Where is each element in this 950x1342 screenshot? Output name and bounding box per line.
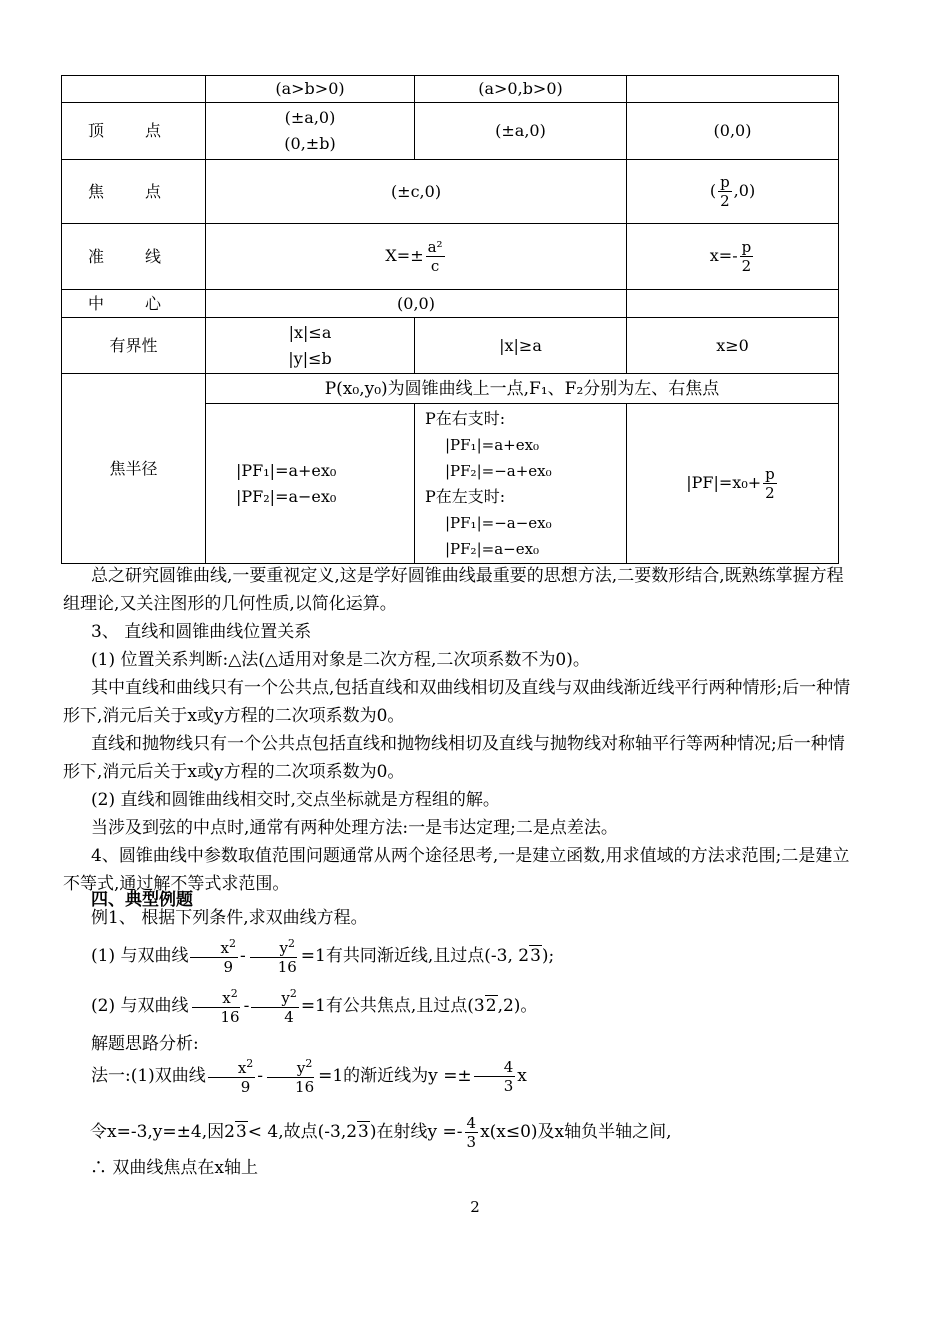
table-row: 中 心 (0,0)	[62, 290, 839, 318]
table-row: 焦 点 (±c,0) ( $\frac{p}{2}$ ,0)	[62, 160, 839, 224]
question-2: (2) 与双曲线 $\frac{x^2}{16}$ - $\frac{y^2}{4}$ =1有公共焦点,且过点(32,2)。	[91, 987, 538, 1026]
row-label: 焦半径	[62, 374, 206, 564]
row-label: 中 心	[62, 290, 206, 318]
page-number: 2	[470, 1198, 480, 1216]
example-title: 例1、 根据下列条件,求双曲线方程。	[91, 908, 368, 928]
question-1: (1) 与双曲线 $\frac{x^2}{9}$ - $\frac{y^2}{16}$ =1有共同渐近线,且过点(-3, 23);	[91, 937, 555, 976]
analysis-label: 解题思路分析:	[91, 1034, 199, 1054]
paragraph: 总之研究圆锥曲线,一要重视定义,这是学好圆锥曲线最重要的思想方法,二要数形结合,既熟练掌握方程组理论,又关注图形的几何性质,以简化运算。	[63, 566, 844, 614]
paragraph: 当涉及到弦的中点时,通常有两种处理方法:一是韦达定理;二是点差法。	[91, 818, 618, 838]
conic-comparison-table	[61, 75, 839, 564]
paragraph: (2) 直线和圆锥曲线相交时,交点坐标就是方程组的解。	[91, 790, 500, 810]
row-label: 顶 点	[62, 103, 206, 160]
table-row: 顶 点 (±a,0) (0,±b) (±a,0) (0,0)	[62, 103, 839, 160]
table-row: 焦半径 P(x₀,y₀)为圆锥曲线上一点,F₁、F₂分别为左、右焦点	[62, 374, 839, 404]
paragraph: (1) 位置关系判断:△法(△适用对象是二次方程,二次项系数不为0)。	[91, 650, 590, 670]
ellipse-condition: (a>b>0)	[206, 76, 415, 103]
table-row: |PF₁|=a+ex₀ |PF₂|=a−ex₀ P在右支时: |PF₁|=a+ex₀ |PF₂|=−a+ex₀ P在左支时: |PF₁|=−a−ex₀ |PF₂|=a−ex₀ |PF|=x₀+ $\frac{p}{2}$	[62, 404, 839, 564]
table-row	[62, 76, 839, 103]
hyperbola-condition: (a>0,b>0)	[415, 76, 627, 103]
section-heading: 四、典型例题	[91, 890, 193, 910]
section-heading: 3、 直线和圆锥曲线位置关系	[91, 622, 312, 642]
conclusion-line: ∴ 双曲线焦点在x轴上	[90, 1158, 258, 1178]
paragraph: 4、圆锥曲线中参数取值范围问题通常从两个途径思考,一是建立函数,用求值域的方法求范围;二是建立不等式,通过解不等式求范围。	[63, 846, 850, 894]
paragraph: 直线和抛物线只有一个公共点包括直线和抛物线相切及直线与抛物线对称轴平行等两种情况;后一种情形下,消元后关于x或y方程的二次项系数为0。	[63, 734, 845, 782]
row-label: 准 线	[62, 224, 206, 290]
method-line: 令x=-3,y=±4,因23< 4,故点(-3,23)在射线y =- $\frac{4}{3}$ x(x≤0)及x轴负半轴之间,	[90, 1114, 672, 1151]
paragraph: 其中直线和曲线只有一个公共点,包括直线和双曲线相切及直线与双曲线渐近线平行两种情形;后一种情形下,消元后关于x或y方程的二次项系数为0。	[63, 678, 851, 726]
row-label: 焦 点	[62, 160, 206, 224]
method-line: 法一:(1)双曲线 $\frac{x^2}{9}$ - $\frac{y^2}{16}$ =1的渐近线为y =± $\frac{4}{3}$ x	[91, 1057, 527, 1096]
row-label: 有界性	[62, 318, 206, 374]
table-row: 准 线 X=± $\frac{\text{a²}}{c}$ x=- $\frac{p}{2}$	[62, 224, 839, 290]
table-row: 有界性 |x|≤a |y|≤b |x|≥a x≥0	[62, 318, 839, 374]
